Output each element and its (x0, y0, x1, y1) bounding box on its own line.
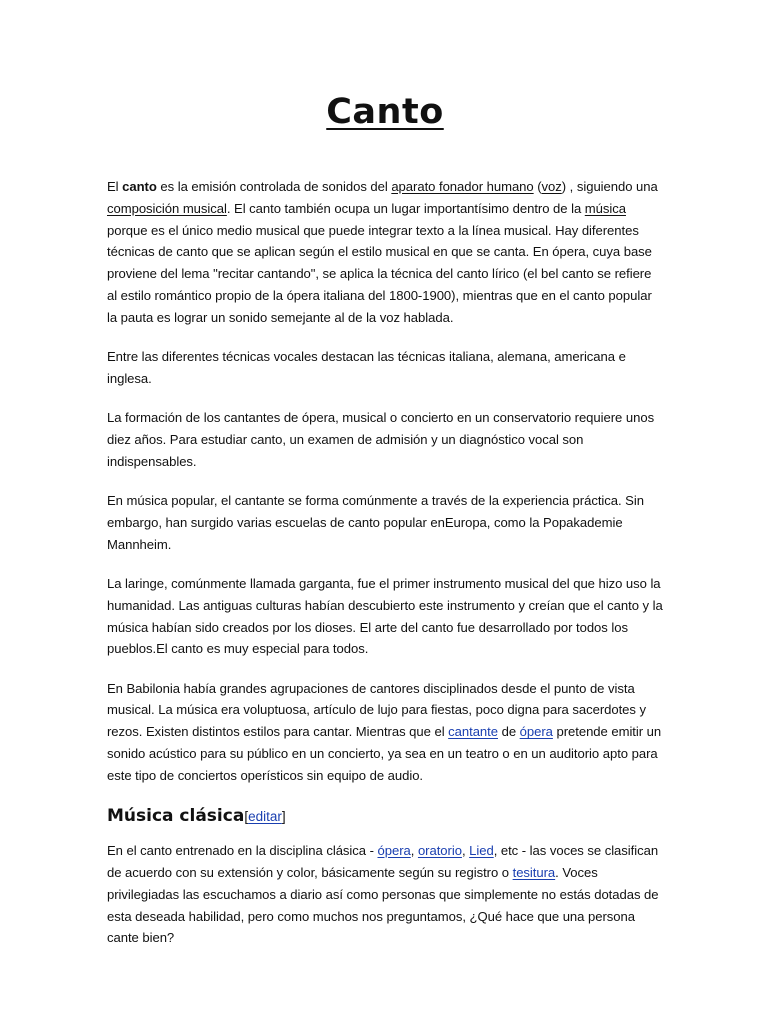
link-opera[interactable]: ópera (519, 724, 553, 740)
techniques-paragraph: Entre las diferentes técnicas vocales destacan las técnicas italiana, alemana, americana e inglesa. (107, 349, 626, 386)
link-opera-clasica[interactable]: ópera (377, 843, 411, 859)
training-paragraph: La formación de los cantantes de ópera, musical o concierto en un conservatorio requiere unos diez años. Para estudiar canto, un examen de admisión y un diagnóstico vocal son indispensables. (107, 410, 655, 469)
popular-music-paragraph: En música popular, el cantante se forma comúnmente a través de la experiencia práctica. Sin embargo, han surgido varias escuelas de canto popular enEuropa, como la Popakademie Mannheim. (107, 493, 644, 552)
link-tesitura[interactable]: tesitura (512, 864, 556, 880)
intro-paragraph: El canto es la emisión controlada de sonidos del aparato fonador humano (voz) , siguiendo una composición musical. El canto también ocupa un lugar importantísimo dentro de la música porque es el único medio musical que puede integrar texto a la línea musical. Hay diferentes técnicas de canto que se aplican según el estilo musical en que se canta. En ópera, cuya base proviene del lema "recitar cantando", se aplica la técnica del canto lírico (el bel canto se refiere al estilo romántico propio de la ópera italiana del 1800-1900), mientras que en el canto popular la pauta es lograr un sonido semejante al de la voz hablada. (107, 179, 658, 325)
classical-paragraph: En el canto entrenado en la disciplina clásica - ópera, oratorio, Lied, etc - las voces se clasifican de acuerdo con su extensión y color, básicamente según su registro o tesitura. Voces privilegiadas las escuchamos a diario así como personas que simplemente no estás dotadas de esta deseada habilidad, pero como muchos nos preguntamos, ¿Qué hace que una persona cante bien? (107, 843, 659, 946)
link-musica[interactable]: música (584, 200, 626, 216)
link-oratorio[interactable]: oratorio (417, 843, 462, 859)
link-aparato-fonador[interactable]: aparato fonador humano (391, 179, 534, 194)
page-title: Canto (326, 92, 444, 132)
link-voz[interactable]: voz (541, 179, 562, 194)
bold-term-canto: canto (122, 179, 157, 194)
section-heading-musica-clasica: Música clásica[editar] (107, 806, 286, 827)
link-cantante[interactable]: cantante (448, 724, 498, 740)
babylon-paragraph: En Babilonia había grandes agrupaciones de cantores disciplinados desde el punto de vista musical. La música era voluptuosa, artículo de lujo para fiestas, poco digna para sacerdotes y rezos. Existen distintos estilos para cantar. Mientras que el cantante de ópera pretende emitir un sonido acústico para su público en un concierto, ya sea en un teatro o en un auditorio apto para este tipo de conciertos operísticos sin equipo de audio. (107, 680, 662, 783)
edit-section-link[interactable]: editar (248, 809, 282, 825)
link-composicion-musical[interactable]: composición musical (107, 200, 227, 216)
larynx-paragraph: La laringe, comúnmente llamada garganta, fue el primer instrumento musical del que hizo uso la humanidad. Las antiguas culturas habían descubierto este instrumento y creían que el canto y la música habían sido creados por los dioses. El arte del canto fue desarrollado por todos los pueblos.El canto es muy especial para todos. (107, 575, 663, 657)
link-lied[interactable]: Lied (469, 843, 494, 859)
document-page (107, 90, 663, 967)
edit-link-wrapper: [editar] (244, 809, 286, 825)
